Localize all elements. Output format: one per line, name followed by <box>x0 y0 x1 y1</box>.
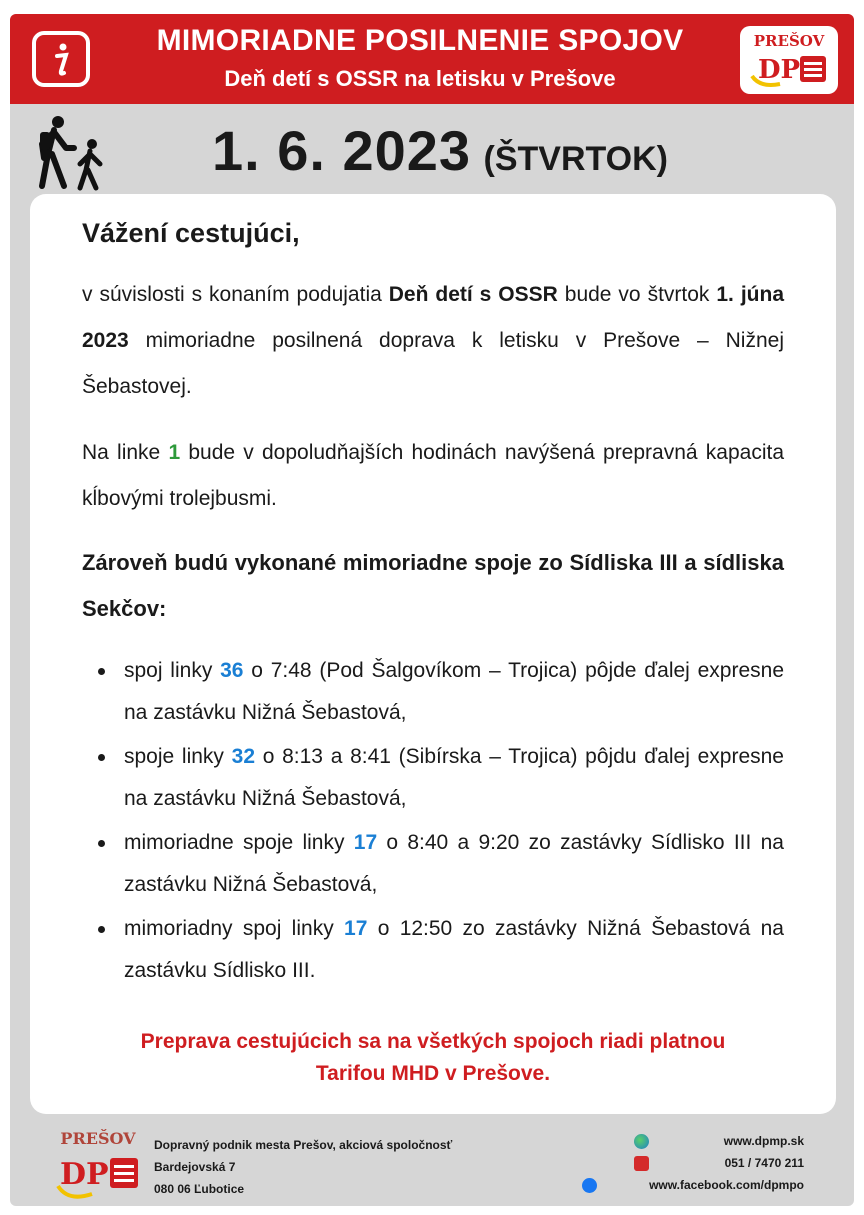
event-date-text: 1. júna 2023 <box>82 283 784 352</box>
list-item <box>82 650 784 734</box>
line-number: 17 <box>353 831 378 854</box>
text: o 12:50 zo zastávky Nižná Šebastová na zastávku Sídlisko III. <box>124 917 784 982</box>
footer-logo-dp: DP <box>60 1157 109 1192</box>
globe-icon <box>634 1134 649 1149</box>
company-address <box>154 1134 452 1200</box>
dp-presov-logo <box>740 26 838 94</box>
company-name: Dopravný podnik mesta Prešov, akciová spoločnosť <box>154 1138 453 1152</box>
text: o 7:48 (Pod Šalgovíkom – Trojica) pôjde ďalej expresne na zastávku Nižná Šebastová, <box>124 659 785 724</box>
footer-logo-city: PREŠOV <box>60 1129 136 1148</box>
line-number: 36 <box>220 659 244 682</box>
event-name: Deň detí s OSSR <box>388 283 558 306</box>
info-icon <box>32 31 90 87</box>
list-item <box>82 908 784 992</box>
logo-dp-text: DP <box>758 55 801 85</box>
text: mimoriadne spoje linky <box>124 831 354 854</box>
text: o 8:40 a 9:20 zo zastávky Sídlisko III na zastávku Nižná Šebastová, <box>124 831 784 896</box>
page-title: MIMORIADNE POSILNENIE SPOJOV <box>156 24 684 57</box>
date-weekday: (ŠTVRTOK) <box>483 140 669 178</box>
message-card <box>30 194 836 1114</box>
footer <box>10 1124 854 1206</box>
greeting: Vážení cestujúci, <box>82 218 300 248</box>
contacts <box>554 1130 804 1196</box>
text: spoj linky <box>124 659 221 682</box>
header-banner <box>10 14 854 104</box>
facebook-contact[interactable] <box>554 1174 804 1196</box>
facebook-link[interactable]: www.facebook.com/dpmpo <box>649 1178 804 1192</box>
notice-line-2: Tarifou MHD v Prešove. <box>315 1062 551 1085</box>
poster <box>10 14 854 1206</box>
text: Na linke <box>82 441 169 464</box>
text: mimoriadny spoj linky <box>124 917 345 940</box>
list-item <box>82 822 784 906</box>
line-1-paragraph <box>82 430 784 522</box>
text: bude vo štvrtok <box>557 283 717 306</box>
extra-services-heading: Zároveň budú vykonané mimoriadne spoje zo Sídliska III a sídliska Sekčov: <box>82 550 784 621</box>
address-city: 080 06 Ľubotice <box>154 1182 245 1196</box>
logo-city-text: PREŠOV <box>753 32 825 50</box>
facebook-icon <box>582 1178 597 1193</box>
walking-people-icon <box>34 114 114 194</box>
website-link[interactable]: www.dpmp.sk <box>723 1134 804 1148</box>
text: v súvislosti s konaním podujatia <box>82 283 389 306</box>
services-list <box>82 650 784 994</box>
notice-line-1: Preprava cestujúcich sa na všetkých spojoch riadi platnou <box>140 1030 726 1053</box>
page-subtitle: Deň detí s OSSR na letisku v Prešove <box>224 66 616 91</box>
text: bude v dopoludňajších hodinách navýšená prepravná kapacita kĺbovými trolejbusmi. <box>82 441 784 510</box>
list-item <box>82 736 784 820</box>
text: o 8:13 a 8:41 (Sibírska – Trojica) pôjdu ďalej expresne na zastávku Nižná Šebastová, <box>124 745 784 810</box>
text: mimoriadne posilnená doprava k letisku v Prešove – Nižnej Šebastovej. <box>82 329 784 398</box>
line-number: 32 <box>231 745 255 768</box>
text: spoje linky <box>124 745 232 768</box>
phone-number[interactable]: 051 / 7470 211 <box>724 1156 804 1170</box>
intro-paragraph <box>82 272 784 410</box>
dp-presov-logo-footer <box>48 1128 148 1204</box>
address-street: Bardejovská 7 <box>154 1160 236 1174</box>
tariff-notice <box>70 1026 796 1090</box>
line-number: 17 <box>344 917 368 940</box>
line-number: 1 <box>168 441 181 464</box>
phone-contact[interactable] <box>554 1152 804 1174</box>
website-contact[interactable] <box>554 1130 804 1152</box>
event-date <box>120 118 760 183</box>
date-main: 1. 6. 2023 <box>211 119 472 182</box>
phone-icon <box>634 1156 649 1171</box>
